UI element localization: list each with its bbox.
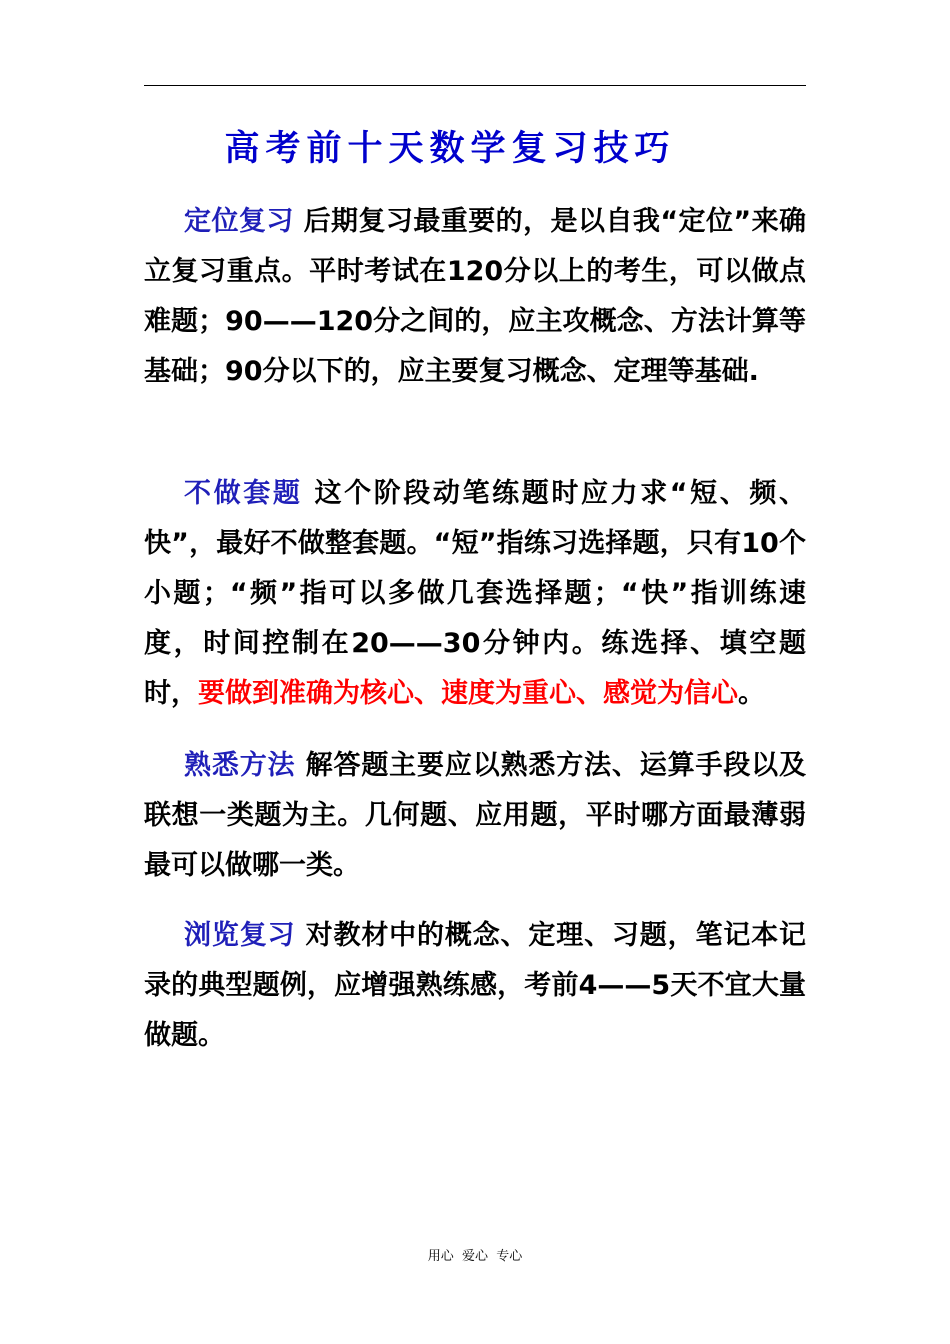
paragraph-positioning-review bbox=[144, 197, 806, 397]
paragraph-familiar-methods bbox=[144, 741, 806, 891]
paragraph-lead: 定位复习 bbox=[184, 206, 294, 237]
page-footer: 用心 爱心 专心 bbox=[427, 1249, 523, 1264]
paragraph-no-full-sets bbox=[144, 469, 806, 719]
paragraph-lead: 熟悉方法 bbox=[184, 750, 296, 781]
paragraph-lead: 不做套题 bbox=[184, 478, 303, 509]
document-title: 高考前十天数学复习技巧 bbox=[224, 128, 676, 169]
highlighted-text: 要做到准确为核心、速度为重心、感觉为信心 bbox=[198, 678, 738, 709]
header-rule bbox=[144, 85, 806, 86]
paragraph-tail: 。 bbox=[738, 678, 765, 709]
paragraph-text: 解答题主要应以熟悉方法、运算手段以及联想一类题为主。几何题、应用题，平时哪方面最薄弱最可以做哪一类。 bbox=[144, 750, 807, 881]
paragraph-text: 后期复习最重要的，是以自我“定位”来确立复习重点。平时考试在120分以上的考生，可以做点难题；90——120分之间的，应主攻概念、方法计算等基础；90分以下的，应主要复习概念、定理等基础. bbox=[144, 206, 807, 387]
paragraph-lead: 浏览复习 bbox=[184, 920, 296, 951]
paragraph-text: 这个阶段动笔练题时应力求“短、频、快”，最好不做整套题。“短”指练习选择题，只有10个小题；“频”指可以多做几套选择题；“快”指训练速度，时间控制在20——30分钟内。练选择、填空题时， bbox=[144, 478, 806, 709]
paragraph-browse-review bbox=[144, 911, 806, 1061]
paragraph-text: 对教材中的概念、定理、习题，笔记本记录的典型题例，应增强熟练感，考前4——5天不宜大量做题。 bbox=[144, 920, 807, 1051]
